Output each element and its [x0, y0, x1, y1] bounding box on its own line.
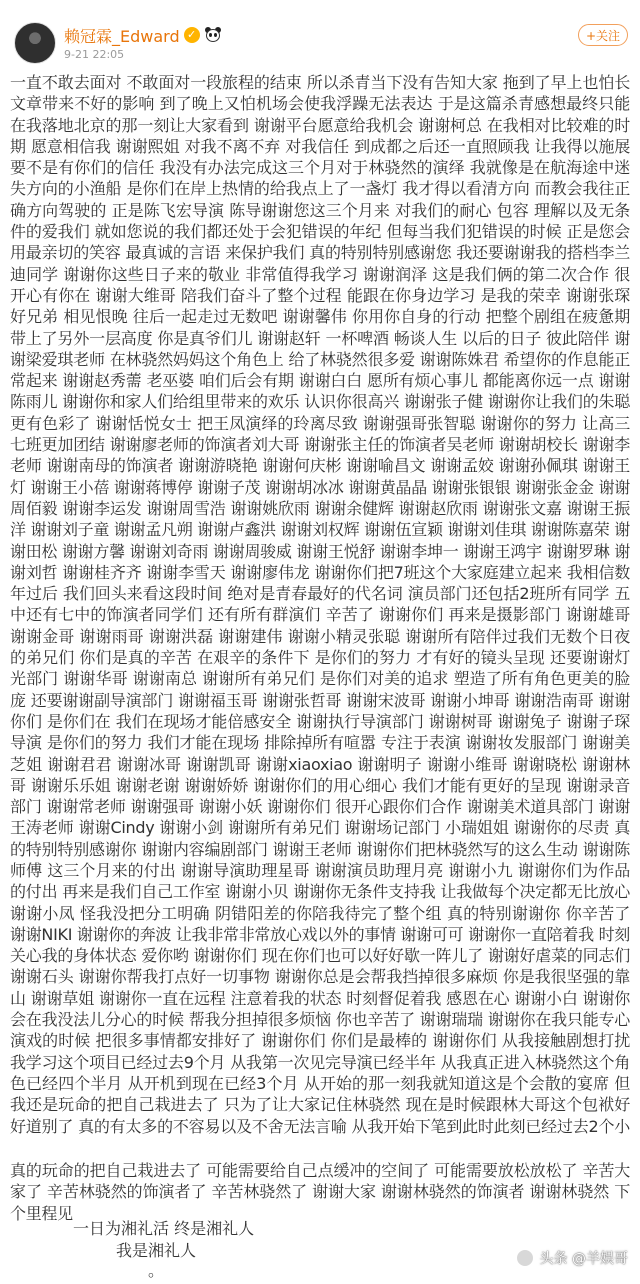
post-paragraph-closing: 真的玩命的把自己栽进去了 可能需要给自己点缓冲的空间了 可能需要放松放松了 辛苦大家了 辛苦林骁然的饰演者了 辛苦林骁然了 谢谢大家 谢谢林骁然的饰演者 谢谢林骁然 下个里程见 [10, 1161, 630, 1223]
user-avatar[interactable] [14, 22, 56, 64]
signature-line-2: 我是湘礼人 [116, 1241, 197, 1260]
watermark-text: 头条 @羊娱哥 [539, 1251, 628, 1267]
trailing-mark: 。 [148, 1261, 165, 1280]
follow-button[interactable]: +关注 [578, 24, 628, 46]
username-row [64, 24, 222, 46]
source-watermark [516, 1248, 628, 1268]
post-body [10, 72, 630, 1224]
post-header [0, 0, 640, 68]
signature-line-1: 一日为湘礼活 终是湘礼人 [73, 1219, 255, 1238]
post-timestamp: 9-21 22:05 [64, 48, 125, 61]
watermark-avatar-icon [516, 1249, 534, 1267]
username-link[interactable]: 赖冠霖_Edward [64, 26, 180, 46]
panda-icon [204, 27, 222, 43]
post-paragraph-main: 一直不敢去面对 不敢面对一段旅程的结束 所以杀青当下没有告知大家 拖到了早上也怕长文章带来不好的影响 到了晚上又怕机场会使我浮躁无法表达 于是这篇杀青感想最终只能在我落地北京的那一刻让大家看到 谢谢平台愿意给我机会 谢谢柯总 在我相对比较难的时期 愿意相信我 谢谢熙姐 对我不离不弃 对我信任 到成都之后还一直照顾我 让我得以施展 要不是有你们的信任 我没有办法完成这三个月对于林骁然的演绎 我就像是在航海途中迷失方向的小渔船 是你们在岸上热情的给我点上了一盏灯 我才得以看清方向 而教会我往正确方向驾驶的 正是陈飞宏导演 陈导谢谢您这三个月来 对我们的耐心 包容 理解以及无条件的爱我们 就如您说的我们都还处于会犯错误的年纪 但每当我们犯错误的时候 正是您会用最亲切的笑容 最真诚的言语 来保护我们 真的特别特别感谢您 我还要谢谢我的搭档李兰迪同学 谢谢你这些日子来的敬业 非常值得我学习 谢谢润泽 这是我们俩的第二次合作 很开心有你在 谢谢大维哥 陪我们奋斗了整个过程 能跟在你身边学习 是我的荣幸 谢谢张琛 好兄弟 相见恨晚 往后一起走过无数吧 谢谢馨伟 你用你自身的行动 把整个剧组在疲惫期带上了另外一层高度 你是真爷们儿 谢谢赵轩 一杯啤酒 畅谈人生 以后的日子 彼此陪伴 谢谢梁爱琪老师 在林骁然妈妈这个角色上 给了林骁然很多爱 谢谢陈姝君 希望你的作息能正常起来 谢谢赵秀薷 老巫婆 咱们后会有期 谢谢白白 愿所有烦心事儿 都能离你远一点 谢谢陈雨儿 谢谢你和家人们给组里带来的欢乐 认识你很高兴 谢谢张子健 谢谢你让我们的朱聪更有色彩了 谢谢恬悦女士 把王凤演绎的玲离尽致 谢谢强哥张智聪 谢谢你的努力 让高三七班更加团结 谢谢廖老师的饰演者刘大哥 谢谢张主任的饰演者吴老师 谢谢胡校长 谢谢李老师 谢谢南母的饰演者 谢谢游晓艳 谢谢何庆彬 谢谢喻昌文 谢谢孟姣 谢谢孙佩琪 谢谢王灯 谢谢王小蓓 谢谢蒋博停 谢谢子茂 谢谢胡冰冰 谢谢黄晶晶 谢谢张银银 谢谢张金金 谢谢周佰毅 谢谢李运发 谢谢周雪浩 谢谢姚欣雨 谢谢余健辉 谢谢赵欣雨 谢谢张文嘉 谢谢王振洋 谢谢刘子童 谢谢孟凡朔 谢谢卢鑫洪 谢谢刘权辉 谢谢伍宣颖 谢谢刘佳琪 谢谢陈嘉荣 谢谢田松 谢谢方馨 谢谢刘奇雨 谢谢周骏威 谢谢王悦舒 谢谢李坤一 谢谢王鸿宇 谢谢罗琳 谢谢刘哲 谢谢桂齐齐 谢谢李雪天 谢谢廖伟龙 谢谢你们把7班这个大家庭建立起来 我相信数年过后 我们回头来看这段时间 绝对是青春最好的代名词 演员部门还包括2班所有同学 五中还有七中的饰演者同学们 还有所有群演们 辛苦了 谢谢你们 再来是摄影部门 谢谢雄哥 谢谢金哥 谢谢雨哥 谢谢洪磊 谢谢建伟 谢谢小精灵张聪 谢谢所有陪伴过我们无数个日夜的弟兄们 你们是真的辛苦 在艰辛的条件下 是你们的努力 才有好的镜头呈现 还要谢谢灯光部门 谢谢华哥 谢谢南总 谢谢所有弟兄们 是你们对美的追求 塑造了所有角色更美的脸庞 还要谢谢副导演部门 谢谢福玉哥 谢谢张哲哥 谢谢宋波哥 谢谢小坤哥 谢谢浩南哥 谢谢你们 是你们在 我们在现场才能倍感安全 谢谢执行导演部门 谢谢树哥 谢谢兔子 谢谢子琛导演 是你们的努力 我们才能在现场 排除掉所有喧嚣 专注于表演 谢谢妆发服部门 谢谢美芝姐 谢谢君君 谢谢冰哥 谢谢凯哥 谢谢xiaoxiao 谢谢明子 谢谢小维哥 谢谢晓松 谢谢林哥 谢谢乐乐姐 谢谢老谢 谢谢娇娇 谢谢你们的用心细心 我们才能有更好的呈现 谢谢录音部门 谢谢常老师 谢谢强哥 谢谢小妖 谢谢你们 很开心跟你们合作 谢谢美术道具部门 谢谢王涛老师 谢谢Cindy 谢谢小剑 谢谢所有弟兄们 谢谢场记部门 小瑞姐姐 谢谢你的尽责 真的特别特别感谢你 谢谢内容编剧部门 谢谢王老师 谢谢你们把林骁然写的这么生动 谢谢陈师傅 这三个月来的付出 谢谢导演助理星哥 谢谢演员助理月亮 谢谢小九 谢谢你们为作品的付出 再来是我们自己工作室 谢谢小贝 谢谢你无条件支持我 让我做每个决定都无比放心 谢谢小凤 怪我没把分工明确 阴错阳差的你陪我待完了整个组 真的特别谢谢你 你辛苦了 谢谢NIKI 谢谢你的奔波 让我非常非常放心戏以外的事情 谢谢可可 谢谢你一直陪着我 时刻关心我的身体状态 爱你哟 谢谢你们 现在你们也可以好好歇一阵儿了 谢谢好虐菜的同志们 谢谢石头 谢谢你帮我打点好一切事物 谢谢你总是会帮我挡掉很多麻烦 你是我很坚强的靠山 谢谢草姐 谢谢你一直在远程 注意着我的状态 时刻督促着我 感恩在心 谢谢小白 谢谢你会在我没法儿分心的时候 帮我分担掉很多烦恼 你也辛苦了 谢谢瑞瑞 谢谢你在我只能专心演戏的时候 把很多事情都安排好了 谢谢你们 你们是最棒的 谢谢你们 从我接触剧想打扰我学习这个项目已经过去9个月 从我第一次见完导演已经半年 从我真正进入林骁然这个角色已经四个半月 从开机到现在已经3个月 从开始的那一刻我就知道这是个会散的宴席 但我还是玩命的把自己栽进去了 只为了让大家记住林骁然 现在是时候跟林大哥这个包袱好好道别了 真的有太多的不容易以及不舍无法言喻 从我开始下笔到此时此刻已经过去2个小 [10, 73, 630, 1134]
verified-badge-icon: ✓ [184, 27, 200, 43]
